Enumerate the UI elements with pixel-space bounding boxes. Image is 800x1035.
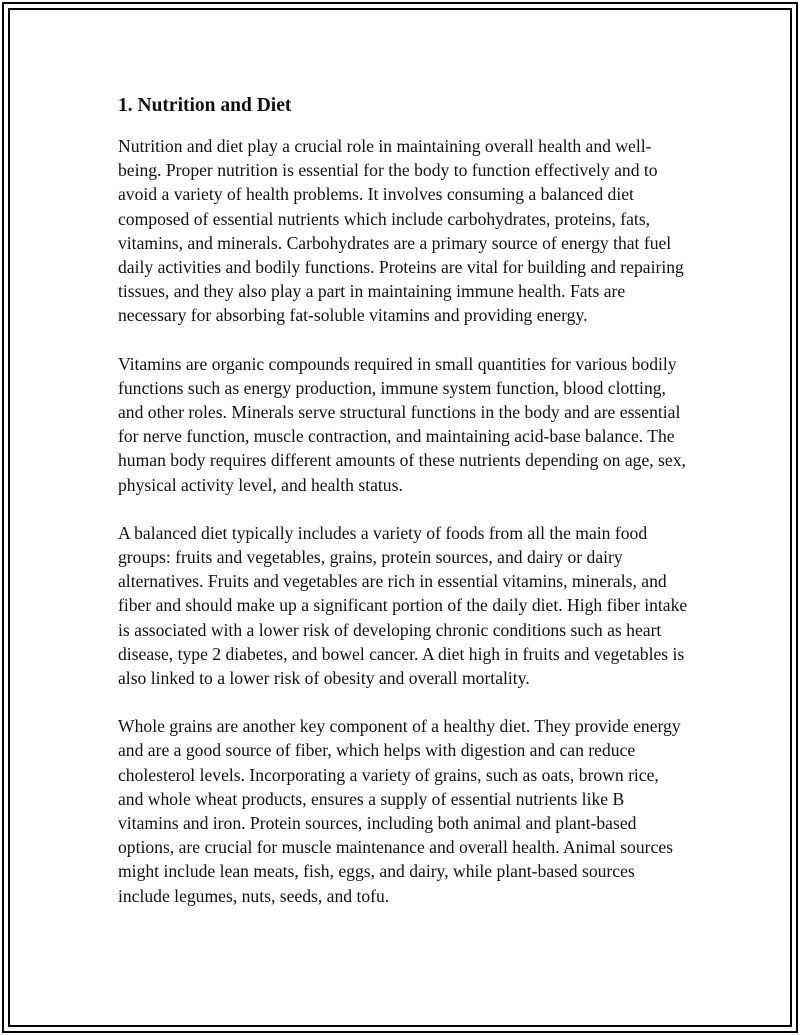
paragraph-vitamins-minerals: Vitamins are organic compounds required in small quantities for various bodily functions such as energy production, immune system function, blood clotting, and other roles. Minerals serve structural functions in the body and are essential for nerve function, muscle contraction, and maintaining acid-base balance. The human body requires different amounts of these nutrients depending on age, sex, physical activity level, and health status. xyxy=(118,353,686,495)
section-title: 1. Nutrition and Diet xyxy=(118,95,292,116)
paragraph-balanced-diet: A balanced diet typically includes a variety of foods from all the main food groups: fruits and vegetables, grains, protein sources, and dairy or dairy alternatives. Fruits and vegetables are rich in essential vitamins, minerals, and fiber and should make up a significant portion of the daily diet. High fiber intake is associated with a lower risk of developing chronic conditions such as heart disease, type 2 diabetes, and bowel cancer. A diet high in fruits and vegetables is also linked to a lower risk of obesity and overall mortality. xyxy=(118,522,688,689)
paragraph-macronutrients: Nutrition and diet play a crucial role in maintaining overall health and well-being. Proper nutrition is essential for the body to function effectively and to avoid a variety of health problems. It involves consuming a balanced diet composed of essential nutrients which include carbohydrates, proteins, fats, vitamins, and minerals. Carbohydrates are a primary source of energy that fuel daily activities and bodily functions. Proteins are vital for building and repairing tissues, and they also play a part in maintaining immune health. Fats are necessary for absorbing fat-soluble vitamins and providing energy. xyxy=(118,136,684,326)
document-body xyxy=(118,92,688,932)
paragraph-whole-grains-protein: Whole grains are another key component of a healthy diet. They provide energy and are a good source of fiber, which helps with digestion and can reduce cholesterol levels. Incorporating a variety of grains, such as oats, brown rice, and whole wheat products, ensures a supply of essential nutrients like B vitamins and iron. Protein sources, including both animal and plant-based options, are crucial for muscle maintenance and overall health. Animal sources might include lean meats, fish, eggs, and dairy, while plant-based sources include legumes, nuts, seeds, and tofu. xyxy=(118,716,681,906)
